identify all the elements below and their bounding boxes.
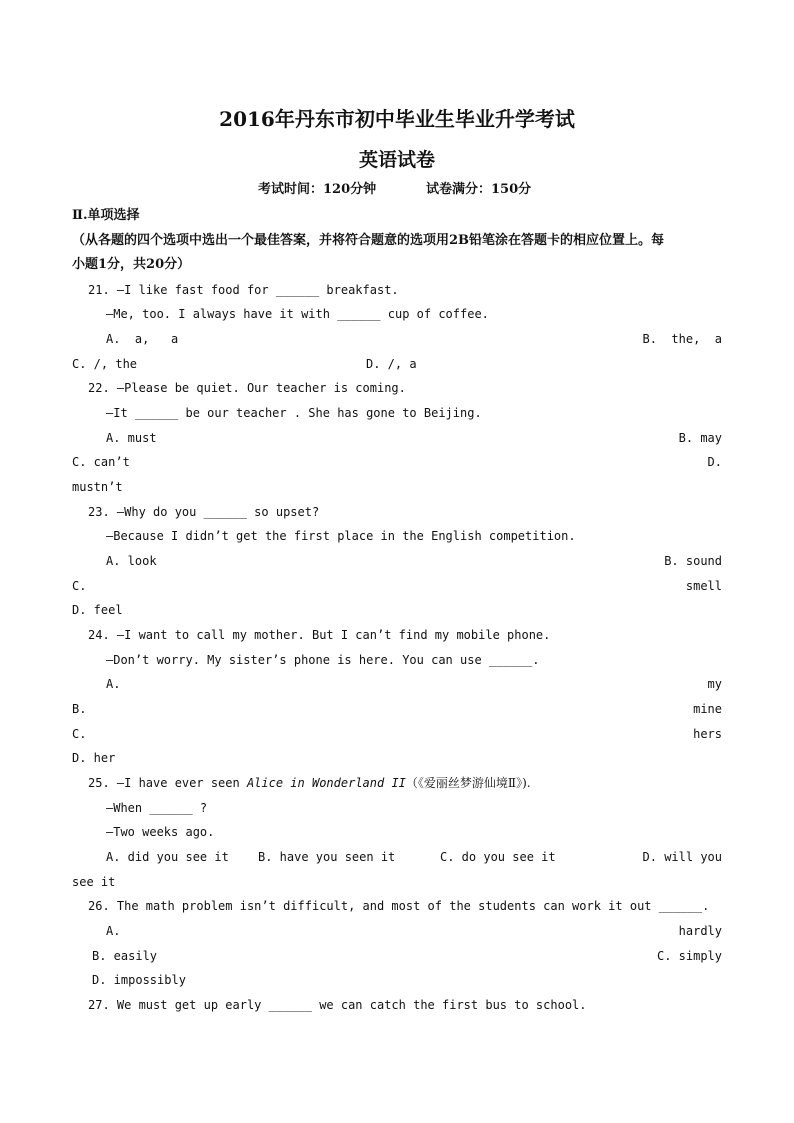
q26-option-a-text: hardly <box>678 924 722 938</box>
q22-line2: —It ______ be our teacher . She has gone to Beijing. <box>106 406 482 420</box>
q22-option-d-label: D. <box>707 455 722 469</box>
section-instruction-line2: 小题1分，共20分） <box>72 257 191 272</box>
q21-option-b: B. the, a <box>642 332 722 346</box>
q26-option-a-label: A. <box>106 924 121 938</box>
q21-line1: 21. —I like fast food for ______ breakfast. <box>88 283 399 297</box>
q24-option-b-label: B. <box>72 702 87 716</box>
q21-option-a: A. a, a <box>106 332 179 346</box>
q26-option-d: D. impossibly <box>92 973 186 987</box>
q22-option-c: C. can’t <box>72 455 130 469</box>
q23-option-c-text: smell <box>685 579 722 593</box>
exam-time-label: 考试时间：120分钟 <box>258 182 377 197</box>
q25-option-d-wrap: see it <box>72 875 116 889</box>
exam-subtitle: 英语试卷 <box>358 149 435 171</box>
q24-option-c-text: hers <box>693 727 722 741</box>
q23-line2: —Because I didn’t get the first place in the English competition. <box>106 529 576 543</box>
q24-line2: —Don’t worry. My sister’s phone is here. You can use ______. <box>106 653 540 667</box>
section-instruction-line1: （从各题的四个选项中选出一个最佳答案，并将符合题意的选项用2B铅笔涂在答题卡的相应位置上。每 <box>72 233 665 248</box>
q25-line1-prefix: 25. —I have ever seen <box>88 776 247 790</box>
q23-line1: 23. —Why do you ______ so upset? <box>88 505 320 519</box>
q21-option-d: D. /, a <box>366 357 417 371</box>
q24-option-b-text: mine <box>693 702 722 716</box>
q22-option-b: B. may <box>678 431 722 445</box>
q24-option-d: D. her <box>72 751 116 765</box>
q25-line1 <box>88 775 531 791</box>
q23-option-b: B. sound <box>664 554 722 568</box>
q25-option-a: A. did you see it <box>106 850 229 864</box>
q25-line2: —When ______ ? <box>106 801 208 815</box>
exam-score-label: 试卷满分：150分 <box>426 182 532 197</box>
q24-option-a-label: A. <box>106 677 121 691</box>
exam-title: 2016年丹东市初中毕业生毕业升学考试 <box>219 107 575 131</box>
q22-option-d-text: mustn’t <box>72 480 123 494</box>
q24-line1: 24. —I want to call my mother. But I can’t find my mobile phone. <box>88 628 551 642</box>
q21-option-c: C. /, the <box>72 357 138 371</box>
q25-line1-suffix: （《爱丽丝梦游仙境Ⅱ》). <box>405 776 531 790</box>
q24-option-a-text: my <box>707 677 722 691</box>
q25-line3: —Two weeks ago. <box>106 825 215 839</box>
q26-option-b: B. easily <box>92 949 158 963</box>
q22-line1: 22. —Please be quiet. Our teacher is coming. <box>88 381 406 395</box>
q24-option-c-label: C. <box>72 727 87 741</box>
q25-movie-title: Alice in Wonderland II <box>246 776 406 790</box>
q23-option-c-label: C. <box>72 579 87 593</box>
q22-option-a: A. must <box>106 431 157 445</box>
q25-option-c: C. do you see it <box>440 850 556 864</box>
q21-line2: —Me, too. I always have it with ______ cup of coffee. <box>106 307 489 321</box>
q25-option-d: D. will you <box>642 850 722 864</box>
q25-option-b: B. have you seen it <box>258 850 396 864</box>
q27-line1: 27. We must get up early ______ we can catch the first bus to school. <box>88 998 587 1012</box>
q23-option-a: A. look <box>106 554 157 568</box>
q26-option-c: C. simply <box>656 949 722 963</box>
section-heading: Ⅱ.单项选择 <box>72 208 140 223</box>
q23-option-d: D. feel <box>72 603 123 617</box>
q26-line1: 26. The math problem isn’t difficult, and most of the students can work it out ______. <box>88 899 710 913</box>
